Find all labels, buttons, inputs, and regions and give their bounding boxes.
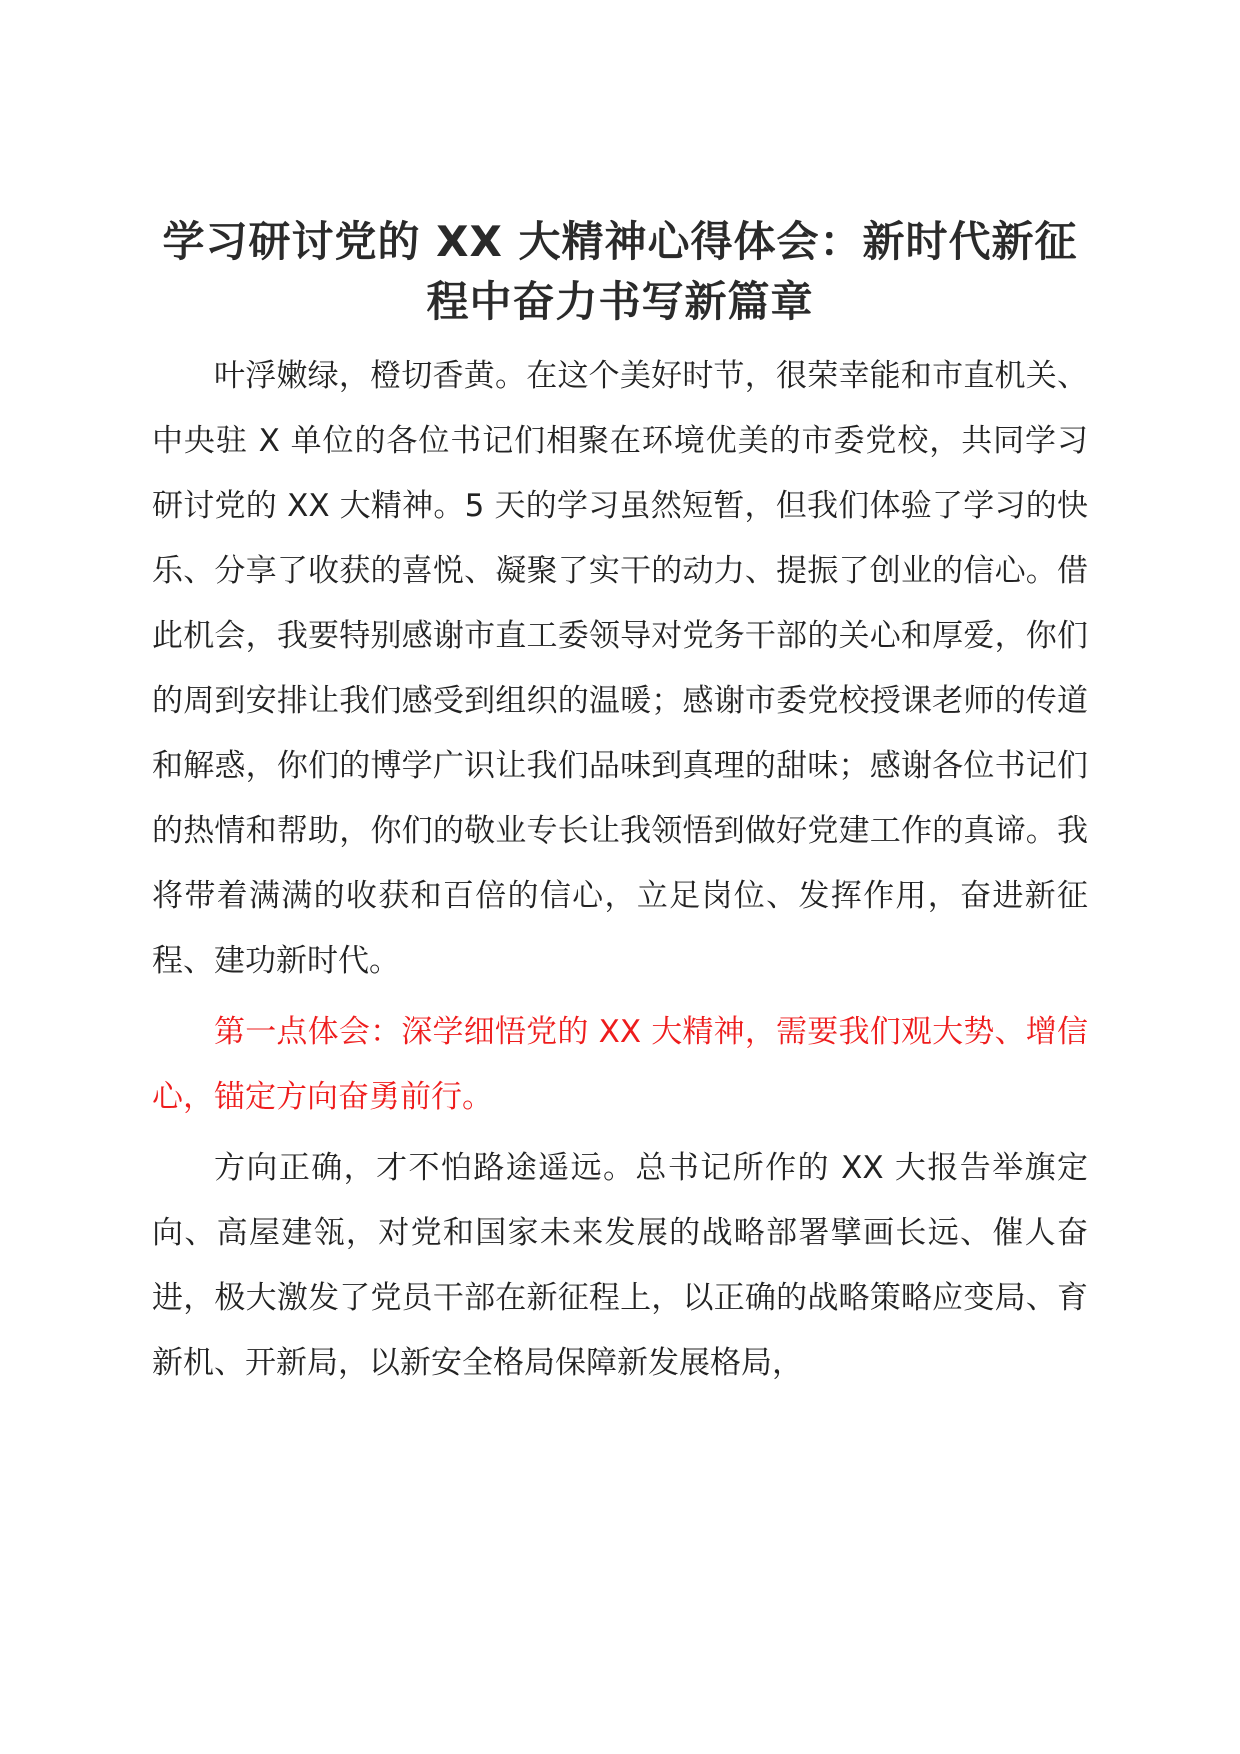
document-title: 学习研讨党的 XX 大精神心得体会：新时代新征程中奋力书写新篇章 — [162, 217, 1078, 326]
document-page — [152, 212, 1088, 1396]
body-paragraph: 方向正确，才不怕路途遥远。总书记所作的 XX 大报告举旗定向、高屋建瓴，对党和国家未来发展的战略部署擘画长远、催人奋进，极大激发了党员干部在新征程上，以正确的战略策略应变局、育新机、开新局，以新安全格局保障新发展格局， — [152, 1150, 1088, 1381]
section-heading-1: 第一点体会：深学细悟党的 XX 大精神，需要我们观大势、增信心，锚定方向奋勇前行。 — [152, 1014, 1088, 1115]
intro-paragraph: 叶浮嫩绿，橙切香黄。在这个美好时节，很荣幸能和市直机关、中央驻 X 单位的各位书记们相聚在环境优美的市委党校，共同学习研讨党的 XX 大精神。5 天的学习虽然短暂，但我们体验了学习的快乐、分享了收获的喜悦、凝聚了实干的动力、提振了创业的信心。借此机会，我要特别感谢市直工委领导对党务干部的关心和厚爱，你们的周到安排让我们感受到组织的温暖；感谢市委党校授课老师的传道和解惑，你们的博学广识让我们品味到真理的甜味；感谢各位书记们的热情和帮助，你们的敬业专长让我领悟到做好党建工作的真谛。我将带着满满的收获和百倍的信心，立足岗位、发挥作用，奋进新征程、建功新时代。 — [152, 358, 1088, 979]
